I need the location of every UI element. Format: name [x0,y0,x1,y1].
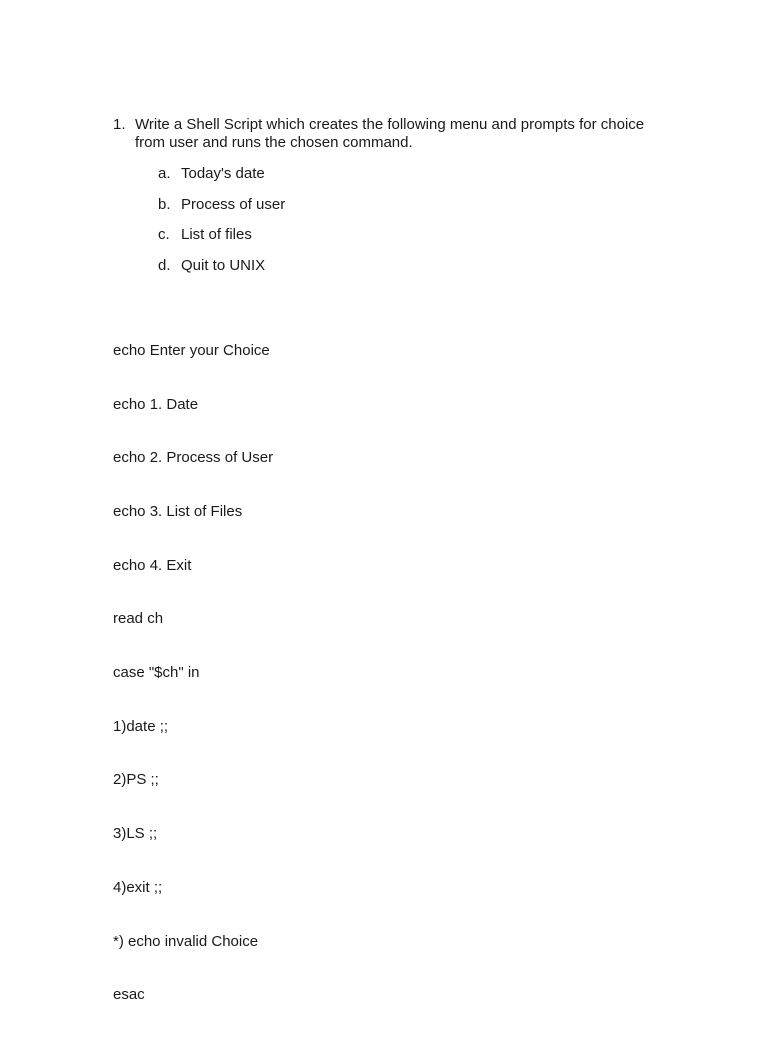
option-letter: b. [158,195,171,213]
code-line: case "$ch" in [113,664,200,682]
question-text: Write a Shell Script which creates the following menu and prompts for choice from user and runs the chosen command. [135,116,645,151]
option-letter: a. [158,165,171,182]
code-line: echo 3. List of Files [113,502,243,520]
code-line: echo 1. Date [113,395,199,413]
question-number: 1. [113,116,126,133]
code-line: *) echo invalid Choice [113,932,259,950]
question-row [113,116,673,152]
option-item [158,165,285,183]
menu-options-list [158,165,285,288]
option-text: List of files [181,226,252,244]
code-line: 2)PS ;; [113,771,159,789]
option-text: Quit to UNIX [181,257,266,275]
shell-script-code [113,306,273,1040]
code-line: esac [113,986,145,1004]
option-item [158,196,285,214]
code-line: echo 4. Exit [113,556,192,574]
option-item [158,226,285,244]
question-block [113,116,673,152]
code-line: echo 2. Process of User [113,449,274,467]
code-line: read ch [113,610,164,628]
option-letter: c. [158,226,170,244]
option-item [158,257,285,275]
option-text: Process of user [181,195,286,213]
code-line: 4)exit ;; [113,878,163,896]
option-letter: d. [158,257,171,275]
code-line: 3)LS ;; [113,825,158,843]
option-text: Today's date [181,165,265,182]
code-line: 1)date ;; [113,717,169,735]
code-line: echo Enter your Choice [113,341,270,359]
